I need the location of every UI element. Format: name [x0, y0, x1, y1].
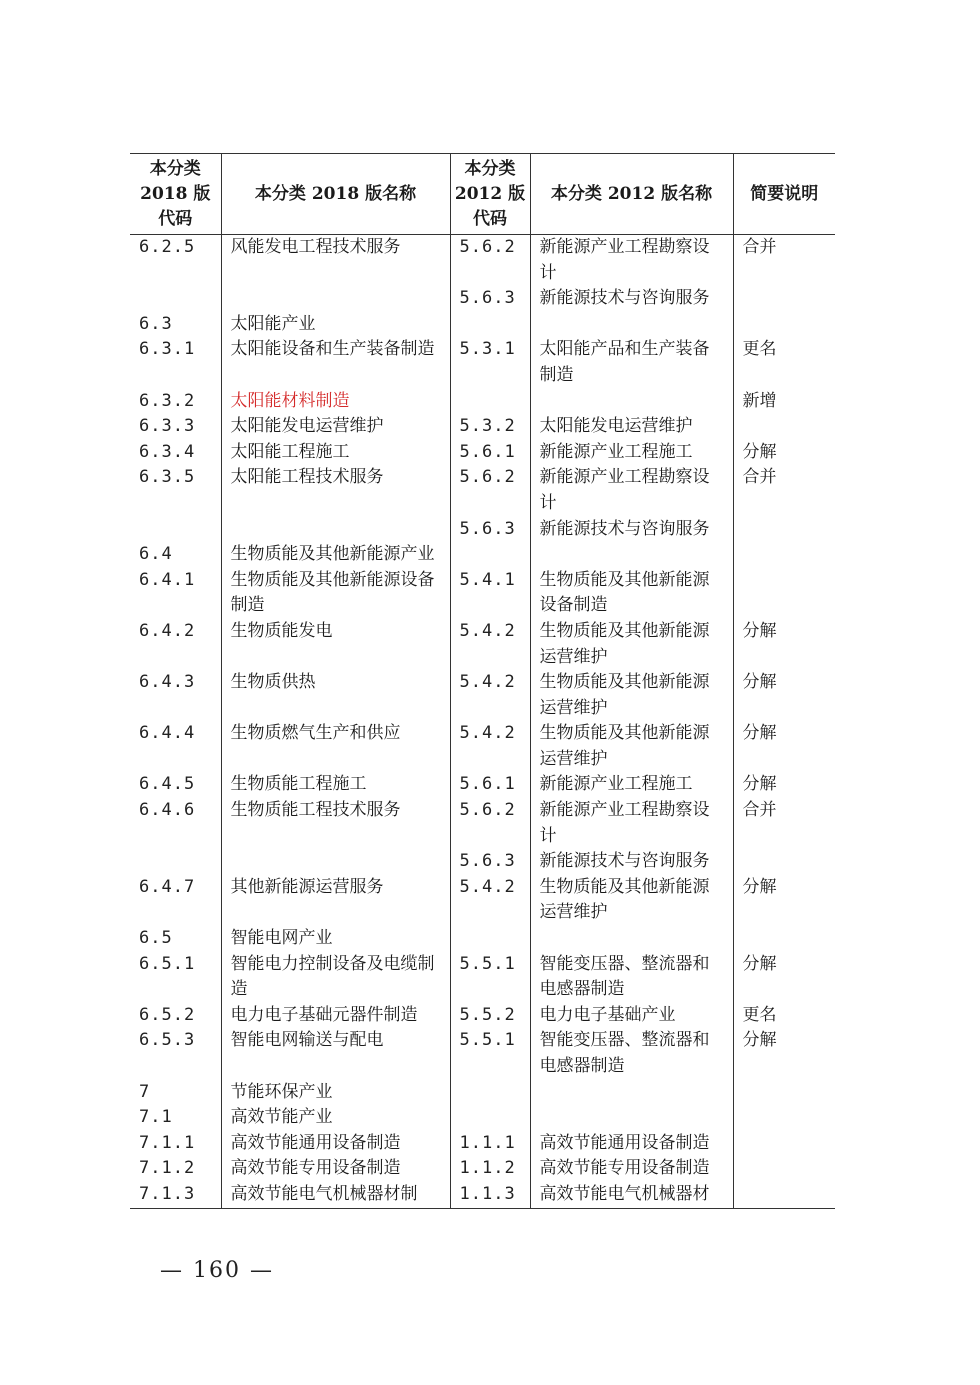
name-2012-cell: 高效节能电气机械器材 [530, 1182, 733, 1208]
code-2018-cell: 6.4.6 [139, 800, 196, 821]
code-2012-cell: 5.4.2 [450, 619, 530, 670]
name-2018-cell: 生物质能工程施工 [221, 772, 450, 798]
name-2012-cell: 新能源技术与咨询服务 [530, 517, 733, 543]
code-2018-cell: 6.4.1 [139, 569, 196, 590]
table-body [130, 235, 835, 1209]
note-cell [733, 1156, 835, 1182]
code-2012-cell: 5.4.2 [450, 670, 530, 721]
table-row [130, 568, 835, 619]
table-header-row [130, 154, 835, 235]
header-code-2012: 本分类 2012 版 代码 [450, 154, 530, 235]
note-cell: 分解 [733, 440, 835, 466]
table-row [130, 926, 835, 952]
code-2012-cell: 5.6.3 [450, 849, 530, 875]
table-row [130, 952, 835, 1003]
code-2012-cell: 5.5.2 [450, 1003, 530, 1029]
code-2012-cell: 5.6.3 [450, 517, 530, 543]
table-row [130, 1131, 835, 1157]
code-2012-cell [450, 389, 530, 415]
name-2018-cell: 生物质能及其他新能源产业 [221, 542, 450, 568]
name-2018-cell: 生物质能及其他新能源设备制造 [221, 568, 450, 619]
note-cell: 更名 [733, 337, 835, 388]
header-note: 简要说明 [733, 154, 835, 235]
table-row [130, 670, 835, 721]
name-2012-cell: 生物质能及其他新能源运营维护 [530, 619, 733, 670]
note-cell: 分解 [733, 875, 835, 926]
name-2018-cell: 太阳能材料制造 [221, 389, 450, 415]
code-2018-cell: 6.3.5 [139, 467, 196, 488]
table-row [130, 312, 835, 338]
name-2012-cell: 新能源技术与咨询服务 [530, 286, 733, 312]
name-2012-cell [530, 389, 733, 415]
table-row [130, 798, 835, 849]
table-row [130, 465, 835, 516]
table-row [130, 235, 835, 287]
name-2012-cell: 智能变压器、整流器和电感器制造 [530, 1028, 733, 1079]
code-2018-cell: 7.1.2 [139, 1158, 196, 1179]
name-2018-cell: 高效节能电气机械器材制 [221, 1182, 450, 1208]
name-2018-cell: 节能环保产业 [221, 1080, 450, 1106]
note-cell: 合并 [733, 235, 835, 287]
name-2018-cell: 太阳能发电运营维护 [221, 414, 450, 440]
name-2012-cell: 新能源产业工程勘察设计 [530, 235, 733, 287]
code-2018-cell: 6.3.1 [139, 339, 196, 360]
note-cell [733, 414, 835, 440]
name-2012-cell: 高效节能通用设备制造 [530, 1131, 733, 1157]
name-2018-cell: 智能电网产业 [221, 926, 450, 952]
note-cell: 新增 [733, 389, 835, 415]
name-2012-cell [530, 926, 733, 952]
note-cell: 分解 [733, 721, 835, 772]
name-2018-cell: 生物质能发电 [221, 619, 450, 670]
table-row [130, 286, 835, 312]
code-2012-cell: 1.1.2 [450, 1156, 530, 1182]
code-2018-cell: 6.3.2 [139, 390, 196, 411]
code-2018-cell: 6.5.2 [139, 1004, 196, 1025]
header-name-2018: 本分类 2018 版名称 [221, 154, 450, 235]
note-cell [733, 517, 835, 543]
code-2018-cell [130, 517, 221, 543]
code-2012-cell: 5.3.1 [450, 337, 530, 388]
note-cell [733, 1080, 835, 1106]
table-row [130, 389, 835, 415]
name-2012-cell [530, 542, 733, 568]
code-2012-cell: 5.6.2 [450, 798, 530, 849]
table-row [130, 1080, 835, 1106]
note-cell: 分解 [733, 772, 835, 798]
note-cell: 合并 [733, 798, 835, 849]
header-name-2012: 本分类 2012 版名称 [530, 154, 733, 235]
name-2012-cell: 太阳能产品和生产装备制造 [530, 337, 733, 388]
code-2012-cell: 5.6.1 [450, 440, 530, 466]
note-cell: 合并 [733, 465, 835, 516]
name-2012-cell: 智能变压器、整流器和电感器制造 [530, 952, 733, 1003]
table-row [130, 619, 835, 670]
name-2018-cell: 生物质能工程技术服务 [221, 798, 450, 849]
code-2012-cell [450, 312, 530, 338]
table-row [130, 1028, 835, 1079]
note-cell [733, 568, 835, 619]
page-number: — 160 — [160, 1258, 274, 1283]
code-2012-cell: 5.6.2 [450, 235, 530, 287]
table-row [130, 849, 835, 875]
code-2012-cell: 5.5.1 [450, 1028, 530, 1079]
name-2018-cell: 智能电网输送与配电 [221, 1028, 450, 1079]
name-2012-cell: 新能源产业工程施工 [530, 440, 733, 466]
name-2012-cell: 新能源产业工程施工 [530, 772, 733, 798]
name-2012-cell: 生物质能及其他新能源运营维护 [530, 875, 733, 926]
code-2018-cell: 7.1.3 [130, 1182, 221, 1208]
code-2018-cell: 6.4 [139, 544, 173, 565]
table-row [130, 440, 835, 466]
code-2018-cell: 6.3 [139, 313, 173, 334]
code-2012-cell: 5.4.2 [450, 721, 530, 772]
code-2018-cell: 6.4.7 [139, 876, 196, 897]
table-row [130, 721, 835, 772]
code-2012-cell [450, 1080, 530, 1106]
code-2018-cell: 6.4.4 [139, 723, 196, 744]
note-cell [733, 1105, 835, 1131]
code-2018-cell: 7.1 [139, 1107, 173, 1128]
code-2012-cell: 1.1.3 [450, 1182, 530, 1208]
table-row [130, 875, 835, 926]
note-cell [733, 286, 835, 312]
code-2018-cell: 6.5 [139, 928, 173, 949]
code-2012-cell: 5.6.3 [450, 286, 530, 312]
name-2012-cell: 新能源产业工程勘察设计 [530, 465, 733, 516]
name-2018-cell: 其他新能源运营服务 [221, 875, 450, 926]
code-2018-cell [130, 849, 221, 875]
note-cell [733, 849, 835, 875]
code-2018-cell: 6.3.4 [139, 441, 196, 462]
note-cell [733, 542, 835, 568]
code-2018-cell: 7.1.1 [139, 1132, 196, 1153]
code-2018-cell: 6.5.3 [139, 1030, 196, 1051]
code-2018-cell: 6.4.2 [139, 620, 196, 641]
name-2018-cell: 太阳能工程施工 [221, 440, 450, 466]
code-2012-cell: 5.4.1 [450, 568, 530, 619]
header-code-2018: 本分类 2018 版 代码 [130, 154, 221, 235]
name-2018-cell: 电力电子基础元器件制造 [221, 1003, 450, 1029]
name-2018-cell: 太阳能工程技术服务 [221, 465, 450, 516]
table-row [130, 1156, 835, 1182]
name-2018-cell: 太阳能产业 [221, 312, 450, 338]
code-2012-cell: 5.3.2 [450, 414, 530, 440]
table-row [130, 1182, 835, 1208]
table-row [130, 1003, 835, 1029]
name-2018-cell [221, 517, 450, 543]
name-2012-cell: 电力电子基础产业 [530, 1003, 733, 1029]
code-2018-cell: 6.3.3 [139, 416, 196, 437]
name-2012-cell [530, 1080, 733, 1106]
note-cell: 更名 [733, 1003, 835, 1029]
table-row [130, 517, 835, 543]
table-row [130, 542, 835, 568]
name-2018-cell: 高效节能专用设备制造 [221, 1156, 450, 1182]
name-2012-cell: 新能源技术与咨询服务 [530, 849, 733, 875]
name-2018-cell: 生物质供热 [221, 670, 450, 721]
code-2012-cell: 5.5.1 [450, 952, 530, 1003]
code-2012-cell: 5.6.2 [450, 465, 530, 516]
table-row [130, 1105, 835, 1131]
code-2012-cell: 5.6.1 [450, 772, 530, 798]
code-2018-cell: 6.4.5 [139, 774, 196, 795]
code-2018-cell: 6.2.5 [139, 237, 196, 257]
code-2018-cell: 7 [139, 1081, 151, 1102]
note-cell: 分解 [733, 1028, 835, 1079]
name-2018-cell: 智能电力控制设备及电缆制造 [221, 952, 450, 1003]
code-2012-cell [450, 926, 530, 952]
name-2012-cell: 生物质能及其他新能源设备制造 [530, 568, 733, 619]
name-2018-cell: 高效节能通用设备制造 [221, 1131, 450, 1157]
note-cell: 分解 [733, 670, 835, 721]
name-2018-cell: 风能发电工程技术服务 [221, 235, 450, 287]
note-cell [733, 312, 835, 338]
note-cell [733, 1131, 835, 1157]
name-2012-cell: 生物质能及其他新能源运营维护 [530, 721, 733, 772]
classification-table [130, 153, 835, 1209]
note-cell [733, 1182, 835, 1208]
code-2018-cell [130, 286, 221, 312]
code-2012-cell: 1.1.1 [450, 1131, 530, 1157]
name-2012-cell: 生物质能及其他新能源运营维护 [530, 670, 733, 721]
table-row [130, 414, 835, 440]
name-2012-cell [530, 312, 733, 338]
name-2018-cell [221, 849, 450, 875]
code-2018-cell: 6.4.3 [139, 672, 196, 693]
name-2018-cell: 高效节能产业 [221, 1105, 450, 1131]
code-2012-cell [450, 542, 530, 568]
name-2018-cell: 太阳能设备和生产装备制造 [221, 337, 450, 388]
name-2012-cell: 新能源产业工程勘察设计 [530, 798, 733, 849]
note-cell: 分解 [733, 619, 835, 670]
name-2018-cell: 生物质燃气生产和供应 [221, 721, 450, 772]
table-row [130, 337, 835, 388]
note-cell: 分解 [733, 952, 835, 1003]
code-2012-cell: 5.4.2 [450, 875, 530, 926]
name-2012-cell [530, 1105, 733, 1131]
note-cell [733, 926, 835, 952]
code-2018-cell: 6.5.1 [139, 953, 196, 974]
code-2012-cell [450, 1105, 530, 1131]
table-row [130, 772, 835, 798]
name-2012-cell: 太阳能发电运营维护 [530, 414, 733, 440]
name-2018-cell [221, 286, 450, 312]
name-2012-cell: 高效节能专用设备制造 [530, 1156, 733, 1182]
